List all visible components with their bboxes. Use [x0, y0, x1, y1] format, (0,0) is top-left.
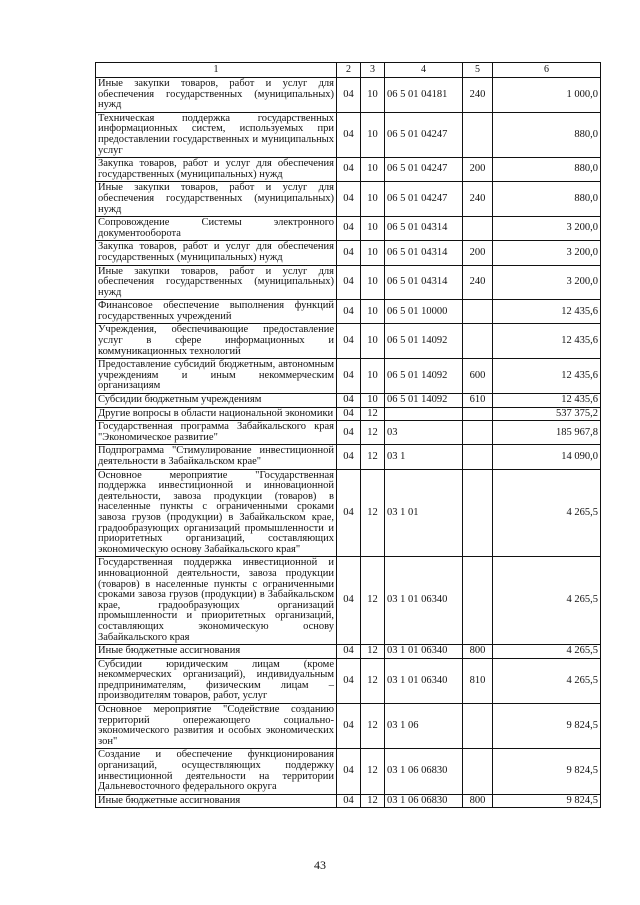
row-expense-type-code: [463, 704, 493, 749]
table-row: [96, 394, 601, 408]
row-expense-type-code: [463, 749, 493, 794]
row-target-article-code: 06 5 01 04181: [385, 78, 463, 113]
row-subsection-code: 12: [361, 445, 385, 469]
table-row: [96, 78, 601, 113]
row-name: Предоставление субсидий бюджетным, автономным учреждениям и иным некоммерческим организациям: [96, 359, 337, 394]
row-target-article-code: 03 1 01 06340: [385, 557, 463, 645]
table-row: [96, 557, 601, 645]
header-col-2: 2: [337, 63, 361, 78]
header-col-3: 3: [361, 63, 385, 78]
table-row: [96, 658, 601, 703]
row-amount: 9 824,5: [493, 794, 601, 808]
row-section-code: 04: [337, 645, 361, 659]
row-subsection-code: 12: [361, 469, 385, 557]
row-subsection-code: 10: [361, 265, 385, 300]
table-row: [96, 704, 601, 749]
row-expense-type-code: [463, 324, 493, 359]
table-row: [96, 182, 601, 217]
table-row: [96, 445, 601, 469]
row-section-code: 04: [337, 241, 361, 265]
row-amount: 4 265,5: [493, 469, 601, 557]
header-col-6: 6: [493, 63, 601, 78]
row-subsection-code: 10: [361, 324, 385, 359]
table-row: [96, 265, 601, 300]
row-name: Закупка товаров, работ и услуг для обеспечения государственных (муниципальных) нужд: [96, 158, 337, 182]
row-section-code: 04: [337, 557, 361, 645]
row-name: Финансовое обеспечение выполнения функций государственных учреждений: [96, 300, 337, 324]
row-expense-type-code: 240: [463, 78, 493, 113]
row-section-code: 04: [337, 421, 361, 445]
row-subsection-code: 10: [361, 300, 385, 324]
row-section-code: 04: [337, 78, 361, 113]
row-subsection-code: 10: [361, 359, 385, 394]
row-section-code: 04: [337, 407, 361, 421]
row-amount: 880,0: [493, 112, 601, 157]
row-expense-type-code: 200: [463, 241, 493, 265]
row-section-code: 04: [337, 112, 361, 157]
row-name: Иные бюджетные ассигнования: [96, 794, 337, 808]
row-target-article-code: 06 5 01 04247: [385, 158, 463, 182]
row-target-article-code: 06 5 01 04247: [385, 112, 463, 157]
table-row: [96, 300, 601, 324]
row-section-code: 04: [337, 469, 361, 557]
row-expense-type-code: [463, 217, 493, 241]
row-expense-type-code: [463, 557, 493, 645]
row-expense-type-code: 800: [463, 645, 493, 659]
row-name: Создание и обеспечение функционирования организаций, осуществляющих поддержку инвестиционной деятельности на территории Дальневосточного федерального округа: [96, 749, 337, 794]
row-expense-type-code: [463, 469, 493, 557]
row-amount: 12 435,6: [493, 394, 601, 408]
row-amount: 880,0: [493, 158, 601, 182]
row-target-article-code: 03 1 01 06340: [385, 645, 463, 659]
row-name: Субсидии юридическим лицам (кроме некоммерческих организаций), индивидуальным предпринимателям, физическим лицам – производителям товаров, работ, услуг: [96, 658, 337, 703]
row-name: Государственная программа Забайкальского края "Экономическое развитие": [96, 421, 337, 445]
row-section-code: 04: [337, 324, 361, 359]
row-subsection-code: 10: [361, 394, 385, 408]
table-row: [96, 469, 601, 557]
row-section-code: 04: [337, 394, 361, 408]
row-expense-type-code: 240: [463, 182, 493, 217]
header-row: [96, 63, 601, 78]
row-section-code: 04: [337, 794, 361, 808]
row-amount: 4 265,5: [493, 645, 601, 659]
row-name: Основное мероприятие "Государственная поддержка инвестиционной и инновационной деятельности, завоза продукции (товаров) в населенные пункты с ограниченными сроками завоза грузов (продукции) в Забайкальском крае, градообразующих организаций промышленности и приоритетных организаций, составляющих экономическую основу Забайкальского края": [96, 469, 337, 557]
row-amount: 4 265,5: [493, 557, 601, 645]
row-target-article-code: 03 1 06: [385, 704, 463, 749]
row-subsection-code: 12: [361, 407, 385, 421]
row-name: Закупка товаров, работ и услуг для обеспечения государственных (муниципальных) нужд: [96, 241, 337, 265]
row-expense-type-code: [463, 112, 493, 157]
row-subsection-code: 10: [361, 158, 385, 182]
page-number: 43: [314, 858, 326, 872]
row-expense-type-code: [463, 445, 493, 469]
row-amount: 12 435,6: [493, 300, 601, 324]
row-target-article-code: 06 5 01 10000: [385, 300, 463, 324]
row-name: Учреждения, обеспечивающие предоставление услуг в сфере информационных и коммуникационных технологий: [96, 324, 337, 359]
row-amount: 9 824,5: [493, 704, 601, 749]
row-expense-type-code: 800: [463, 794, 493, 808]
row-amount: 3 200,0: [493, 265, 601, 300]
row-target-article-code: 03 1 01 06340: [385, 658, 463, 703]
row-section-code: 04: [337, 359, 361, 394]
row-subsection-code: 12: [361, 557, 385, 645]
row-section-code: 04: [337, 217, 361, 241]
row-expense-type-code: 810: [463, 658, 493, 703]
row-target-article-code: 06 5 01 04314: [385, 241, 463, 265]
row-subsection-code: 12: [361, 658, 385, 703]
row-amount: 1 000,0: [493, 78, 601, 113]
row-amount: 3 200,0: [493, 217, 601, 241]
row-name: Техническая поддержка государственных информационных систем, используемых при предоставлении государственных и муниципальных услуг: [96, 112, 337, 157]
row-target-article-code: 06 5 01 04314: [385, 217, 463, 241]
row-subsection-code: 10: [361, 182, 385, 217]
row-name: Сопровождение Системы электронного документооборота: [96, 217, 337, 241]
row-name: Иные закупки товаров, работ и услуг для обеспечения государственных (муниципальных) нужд: [96, 78, 337, 113]
table-row: [96, 794, 601, 808]
row-amount: 4 265,5: [493, 658, 601, 703]
row-section-code: 04: [337, 300, 361, 324]
row-target-article-code: 06 5 01 04314: [385, 265, 463, 300]
row-section-code: 04: [337, 658, 361, 703]
row-amount: 12 435,6: [493, 324, 601, 359]
row-expense-type-code: [463, 300, 493, 324]
row-amount: 880,0: [493, 182, 601, 217]
row-section-code: 04: [337, 265, 361, 300]
row-subsection-code: 12: [361, 421, 385, 445]
row-amount: 537 375,2: [493, 407, 601, 421]
row-name: Субсидии бюджетным учреждениям: [96, 394, 337, 408]
row-target-article-code: 06 5 01 14092: [385, 324, 463, 359]
row-name: Подпрограмма "Стимулирование инвестиционной деятельности в Забайкальском крае": [96, 445, 337, 469]
row-expense-type-code: 200: [463, 158, 493, 182]
table-row: [96, 359, 601, 394]
table-header: [96, 63, 601, 78]
row-expense-type-code: [463, 407, 493, 421]
row-subsection-code: 12: [361, 749, 385, 794]
table-row: [96, 217, 601, 241]
row-section-code: 04: [337, 158, 361, 182]
row-subsection-code: 10: [361, 241, 385, 265]
row-name: Основное мероприятие "Содействие созданию территорий опережающего социально-экономического развития и особых экономических зон": [96, 704, 337, 749]
row-section-code: 04: [337, 704, 361, 749]
row-expense-type-code: 610: [463, 394, 493, 408]
row-target-article-code: 03 1 01: [385, 469, 463, 557]
header-col-4: 4: [385, 63, 463, 78]
row-amount: 3 200,0: [493, 241, 601, 265]
table-row: [96, 241, 601, 265]
row-section-code: 04: [337, 445, 361, 469]
row-amount: 9 824,5: [493, 749, 601, 794]
row-target-article-code: 06 5 01 14092: [385, 359, 463, 394]
row-subsection-code: 12: [361, 645, 385, 659]
row-expense-type-code: [463, 421, 493, 445]
row-expense-type-code: 240: [463, 265, 493, 300]
row-name: Иные закупки товаров, работ и услуг для обеспечения государственных (муниципальных) нужд: [96, 265, 337, 300]
row-name: Другие вопросы в области национальной экономики: [96, 407, 337, 421]
row-amount: 12 435,6: [493, 359, 601, 394]
row-name: Иные бюджетные ассигнования: [96, 645, 337, 659]
row-expense-type-code: 600: [463, 359, 493, 394]
row-target-article-code: 06 5 01 04247: [385, 182, 463, 217]
table-row: [96, 421, 601, 445]
table-row: [96, 324, 601, 359]
table-row: [96, 645, 601, 659]
table-body: [96, 78, 601, 808]
row-target-article-code: [385, 407, 463, 421]
table-row: [96, 407, 601, 421]
row-name: Государственная поддержка инвестиционной и инновационной деятельности, завоза продукции (товаров) в населенные пункты с ограниченными сроками завоза грузов (продукции) в Забайкальском крае, градообразующих организаций промышленности и приоритетных организаций, составляющих экономическую основу Забайкальского края: [96, 557, 337, 645]
row-name: Иные закупки товаров, работ и услуг для обеспечения государственных (муниципальных) нужд: [96, 182, 337, 217]
row-section-code: 04: [337, 182, 361, 217]
table-row: [96, 112, 601, 157]
row-amount: 185 967,8: [493, 421, 601, 445]
table-row: [96, 749, 601, 794]
budget-table: [95, 62, 601, 808]
row-section-code: 04: [337, 749, 361, 794]
row-target-article-code: 03 1 06 06830: [385, 749, 463, 794]
row-subsection-code: 12: [361, 794, 385, 808]
row-target-article-code: 03 1: [385, 445, 463, 469]
row-subsection-code: 12: [361, 704, 385, 749]
row-subsection-code: 10: [361, 112, 385, 157]
header-col-1: 1: [96, 63, 337, 78]
row-target-article-code: 03: [385, 421, 463, 445]
row-subsection-code: 10: [361, 78, 385, 113]
row-target-article-code: 06 5 01 14092: [385, 394, 463, 408]
row-subsection-code: 10: [361, 217, 385, 241]
table-row: [96, 158, 601, 182]
row-target-article-code: 03 1 06 06830: [385, 794, 463, 808]
row-amount: 14 090,0: [493, 445, 601, 469]
header-col-5: 5: [463, 63, 493, 78]
